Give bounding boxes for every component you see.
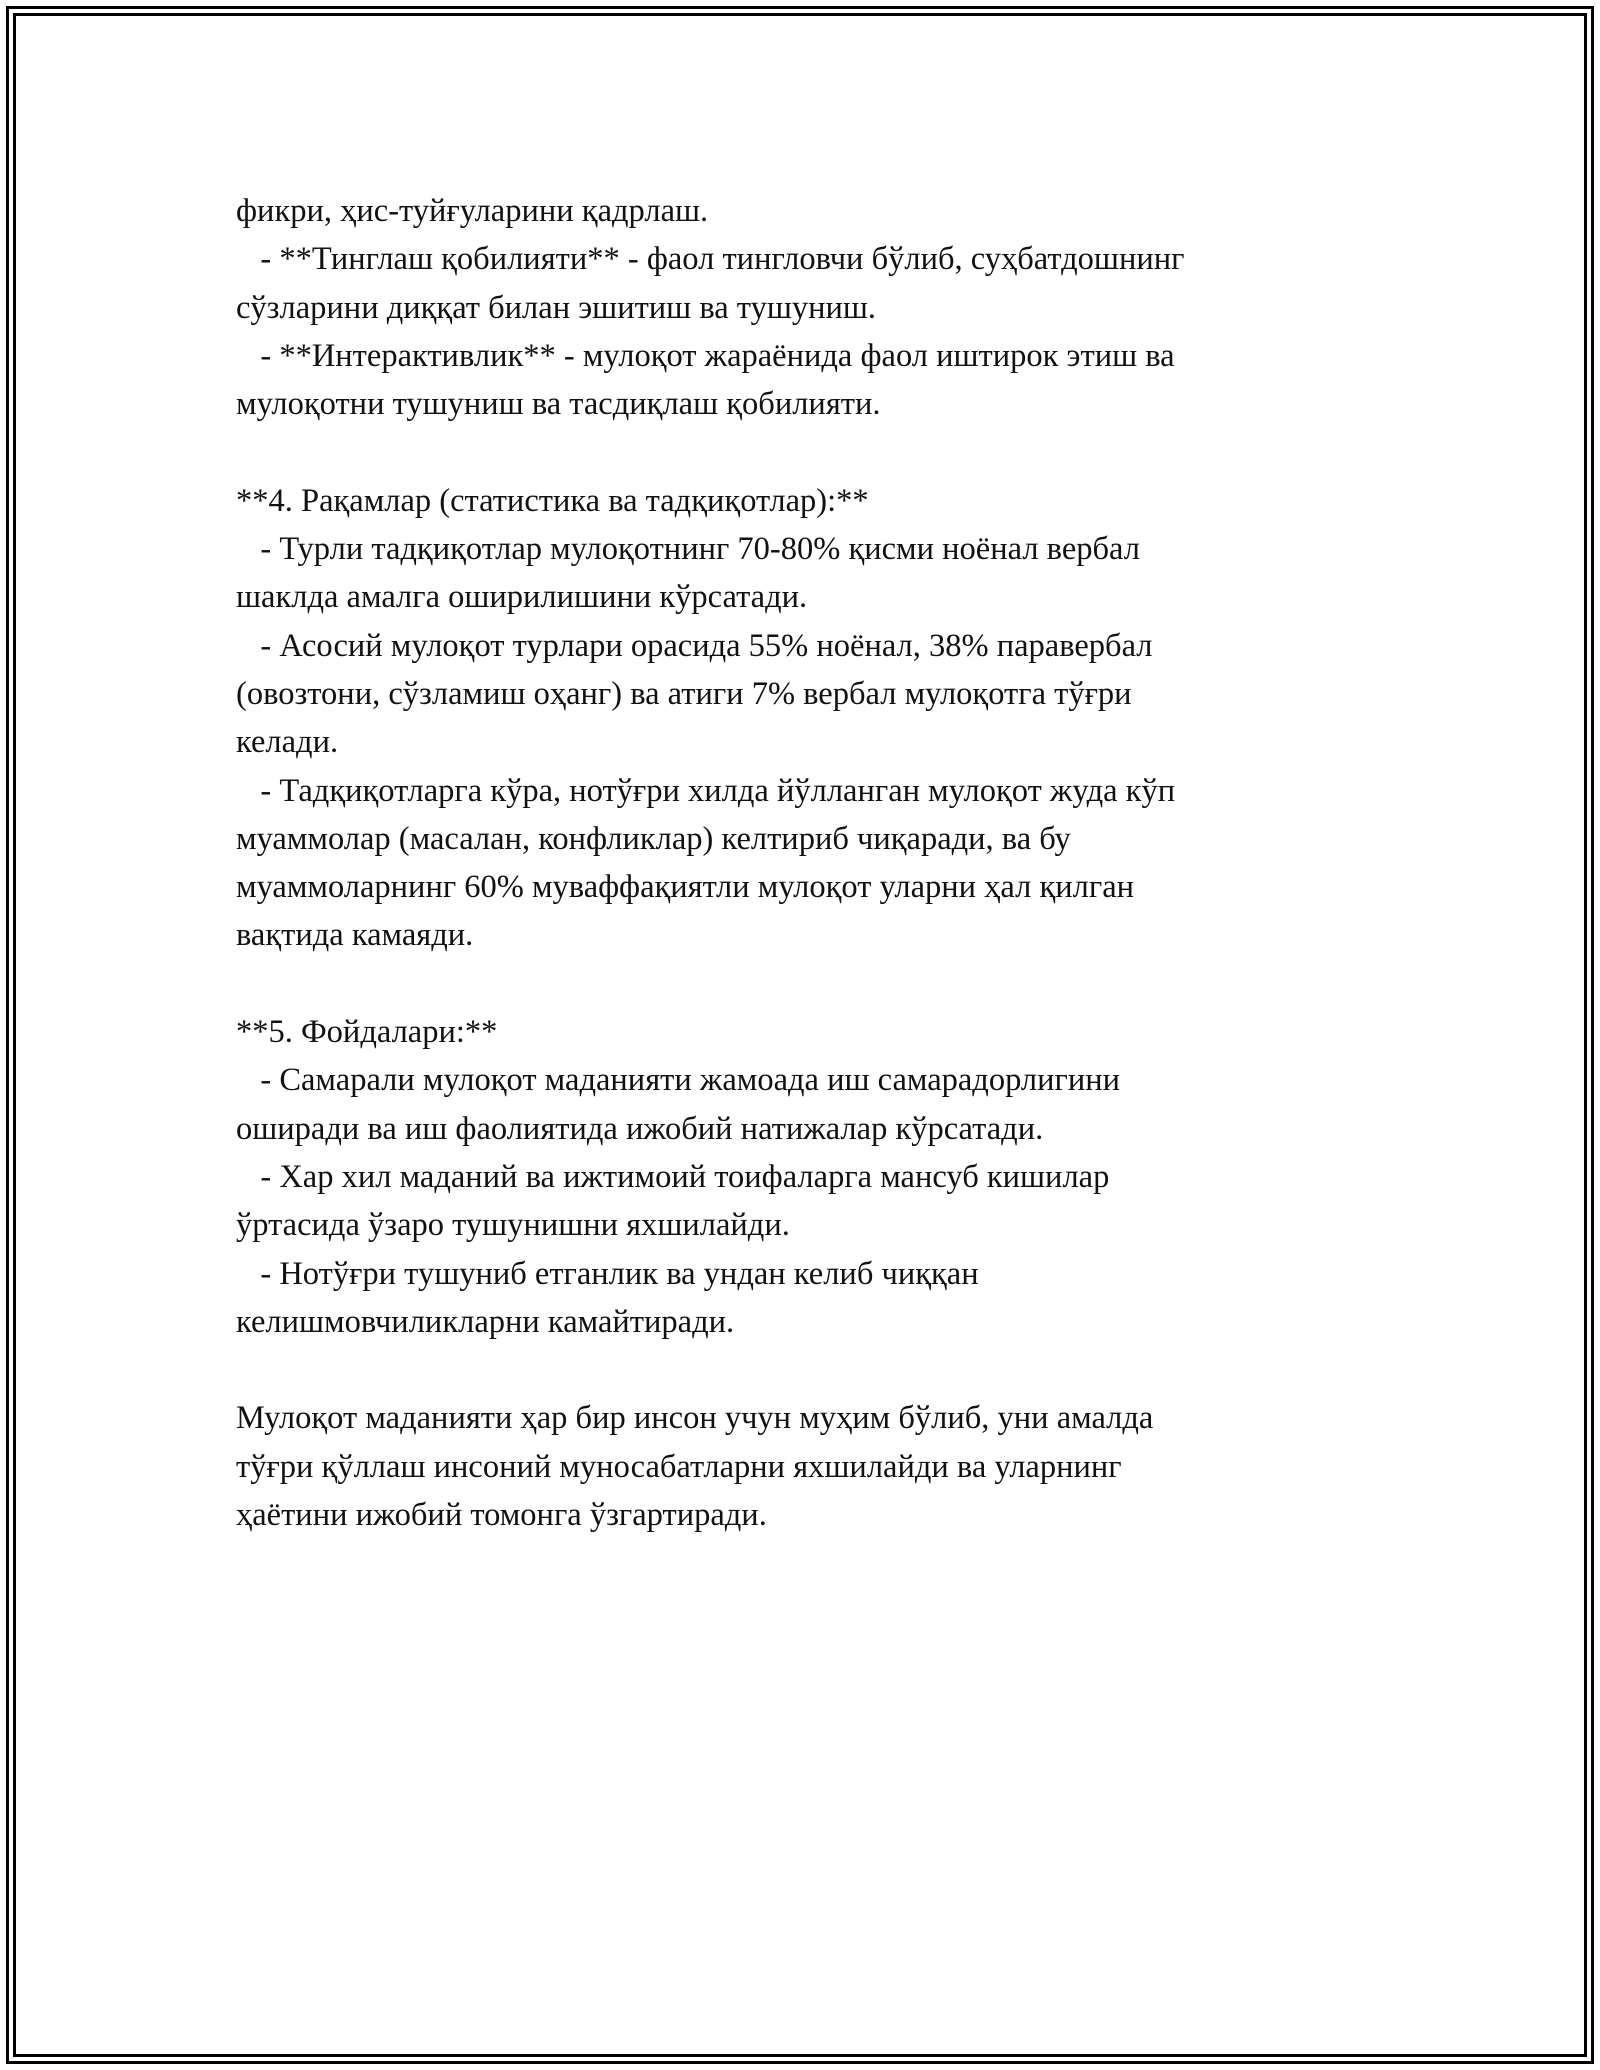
- text-line: ўртасида ўзаро тушунишни яхшилайди.: [236, 1207, 790, 1244]
- text-line: (овозтони, сўзламиш оҳанг) ва атиги 7% вербал мулоқотга тўғри: [236, 675, 1132, 712]
- text-line: - **Интерактивлик** - мулоқот жараёнида фаол иштирок этиш ва: [236, 337, 1175, 374]
- text-line: келишмовчиликларни камайтиради.: [236, 1303, 735, 1340]
- text-line: келади.: [236, 724, 339, 761]
- text-line: оширади ва иш фаолиятида ижобий натижалар кўрсатади.: [236, 1110, 1044, 1147]
- blank-line: [236, 960, 1386, 1008]
- blank-line: [236, 428, 1386, 476]
- text-line: - Самарали мулоқот маданияти жамоада иш самарадорлигини: [236, 1062, 1121, 1099]
- text-line: вақтида камаяди.: [236, 917, 474, 954]
- text-line: ҳаётини ижобий томонга ўзгартиради.: [236, 1497, 767, 1534]
- text-line: Мулоқот маданияти ҳар бир инсон учун муҳим бўлиб, уни амалда: [236, 1400, 1154, 1437]
- blank-line: [236, 1346, 1386, 1394]
- text-line: - **Тинглаш қобилияти** - фаол тингловчи бўлиб, суҳбатдошнинг: [236, 241, 1185, 278]
- text-line: муаммолар (масалан, конфликлар) келтириб чиқаради, ва бу: [236, 820, 1071, 857]
- text-line: муаммоларнинг 60% муваффақиятли мулоқот уларни ҳал қилган: [236, 869, 1135, 906]
- text-line: фикри, ҳис-туйғуларини қадрлаш.: [236, 193, 709, 229]
- text-line: сўзларини диққат билан эшитиш ва тушуниш.: [236, 289, 877, 326]
- text-line: мулоқотни тушуниш ва тасдиқлаш қобилияти.: [236, 386, 881, 423]
- text-line: тўғри қўллаш инсоний муносабатларни яхшилайди ва уларнинг: [236, 1448, 1122, 1485]
- text-line: - Тадқиқотларга кўра, нотўғри хилда йўлланган мулоқот жуда кўп: [236, 772, 1176, 809]
- text-line: шаклда амалга оширилишини кўрсатади.: [236, 579, 808, 616]
- section-heading: **5. Фойдалари:**: [236, 1014, 498, 1051]
- document-body: [236, 187, 1386, 1539]
- section-heading: **4. Рақамлар (статистика ва тадқиқотлар):**: [236, 482, 869, 519]
- text-line: - Нотўғри тушуниб етганлик ва ундан келиб чиққан: [236, 1255, 979, 1292]
- text-line: - Асосий мулоқот турлари орасида 55% ноёнал, 38% паравербал: [236, 627, 1153, 664]
- text-line: - Турли тадқиқотлар мулоқотнинг 70-80% қисми ноёнал вербал: [236, 531, 1140, 568]
- text-line: - Хар хил маданий ва ижтимоий тоифаларга мансуб кишилар: [236, 1158, 1110, 1195]
